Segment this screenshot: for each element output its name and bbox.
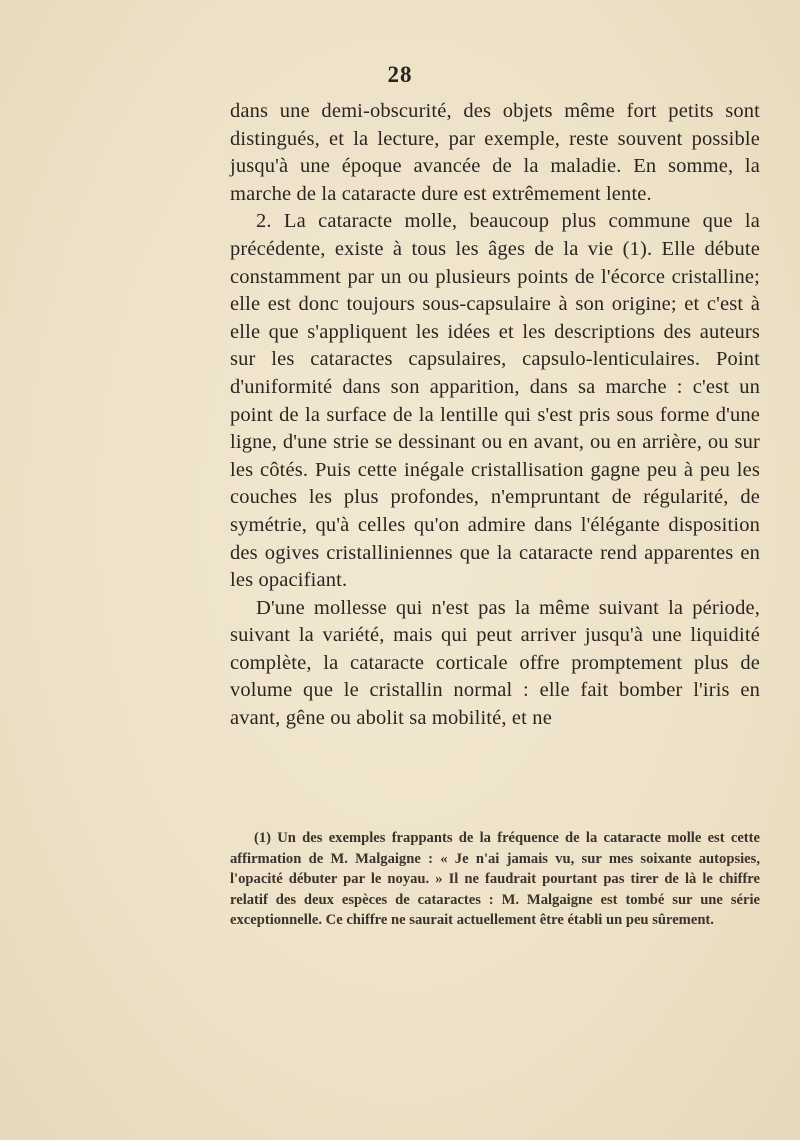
paragraph-cataracte-molle: 2. La cataracte molle, beaucoup plus commune que la précédente, existe à tous les âges de la vie (1). Elle débute constamment par un ou plusieurs points de l'écorce cristalline; elle est donc toujours sous-capsulaire à son origine; et c'est à elle que s'appliquent les idées et les descriptions des auteurs sur les cataractes capsulaires, capsulo-lenticulaires. Point d'uniformité dans son apparition, dans sa marche : c'est un point de la surface de la lentille qui s'est pris sous forme d'une ligne, d'une strie se dessinant ou en avant, ou en arrière, ou sur les côtés. Puis cette inégale cristallisation gagne peu à peu les couches les plus profondes, n'empruntant de régularité, de symétrie, qu'à celles qu'on admire dans l'élégante disposition des ogives cristalliniennes que la cataracte rend apparentes en les opacifiant. xyxy=(230,210,760,592)
main-text xyxy=(230,98,760,733)
paragraph-continuation: dans une demi-obscurité, des objets même fort petits sont distingués, et la lecture, par exemple, reste souvent possible jusqu'à une époque avancée de la maladie. En somme, la marche de la cataracte dure est extrêmement lente. xyxy=(230,100,760,205)
paragraph-mollesse: D'une mollesse qui n'est pas la même suivant la période, suivant la variété, mais qui peut arriver jusqu'à une liquidité complète, la cataracte corticale offre promptement plus de volume que le cristallin normal : elle fait bomber l'iris en avant, gêne ou abolit sa mobilité, et ne xyxy=(230,596,760,730)
footnote-text: (1) Un des exemples frappants de la fréquence de la cataracte molle est cette affirmation de M. Malgaigne : « Je n'ai jamais vu, sur mes soixante autopsies, l'opacité débuter par le noyau. » Il ne faudrait pourtant pas tirer de là le chiffre relatif des deux espèces de cataractes : M. Malgaigne est tombé sur une série exceptionnelle. Ce chiffre ne saurait actuellement être établi un peu sûrement. xyxy=(230,830,760,929)
footnote xyxy=(230,828,760,931)
page-number: 28 xyxy=(387,62,413,87)
